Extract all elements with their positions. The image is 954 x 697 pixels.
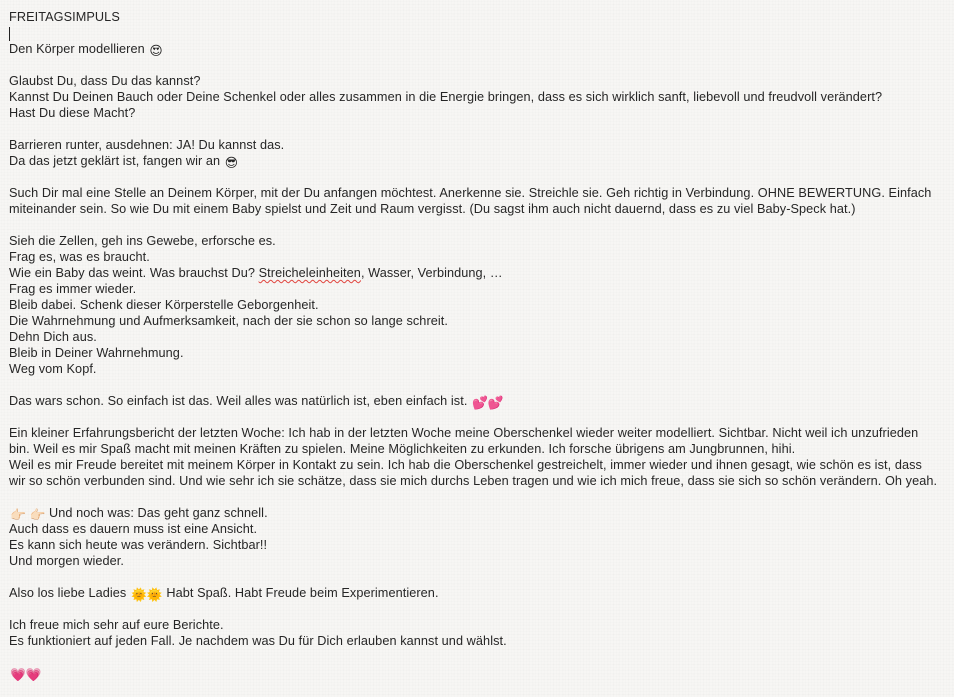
headline-text: Den Körper modellieren (9, 42, 145, 56)
paragraph-line (9, 665, 945, 681)
paragraph-line: Und morgen wieder. (9, 554, 124, 568)
misspelled-word[interactable]: Streicheleinheiten (258, 266, 361, 280)
paragraph-line: Sieh die Zellen, geh ins Gewebe, erforsche es. (9, 234, 276, 248)
paragraph-line: Frag es, was es braucht. (9, 250, 150, 264)
paragraph-line: Es kann sich heute was verändern. Sichtbar!! (9, 538, 268, 552)
paragraph-text: , Wasser, Verbindung, … (360, 266, 503, 280)
paragraph-line (9, 153, 945, 169)
pointing-finger-emoji-icon: 👉🏻 👉🏻 (10, 508, 46, 522)
paragraph-text: Und noch was: Das geht ganz schnell. (48, 506, 268, 520)
paragraph-line (9, 393, 945, 409)
paragraph-text: Also los liebe Ladies (9, 586, 127, 600)
paragraph-text: Das wars schon. So einfach ist das. Weil alles was natürlich ist, eben einfach ist. (9, 394, 468, 408)
paragraph-line: Es funktioniert auf jeden Fall. Je nachdem was Du für Dich erlauben kannst und wählst. (9, 634, 507, 648)
paragraph-text: Da das jetzt geklärt ist, fangen wir an (9, 154, 221, 168)
blank-line (9, 57, 945, 73)
sunglasses-emoji-icon: 😎 (224, 156, 239, 170)
text-editor[interactable] (9, 9, 945, 681)
blank-line (9, 569, 945, 585)
paragraph-line (9, 505, 945, 521)
paragraph-line: Bleib in Deiner Wahrnehmung. (9, 346, 184, 360)
blank-line (9, 169, 945, 185)
blank-line (9, 649, 945, 665)
paragraph-line: Frag es immer wieder. (9, 282, 137, 296)
paragraph-line (9, 265, 945, 281)
paragraph-line: Bleib dabei. Schenk dieser Körperstelle Geborgenheit. (9, 298, 319, 312)
sparkling-hearts-emoji-icon: 💕💕 (472, 396, 504, 410)
paragraph-text: Habt Spaß. Habt Freude beim Experimentieren. (166, 586, 439, 600)
paragraph-line: Dehn Dich aus. (9, 330, 97, 344)
paragraph-line: Glaubst Du, dass Du das kannst? (9, 74, 201, 88)
paragraph-text: Wie ein Baby das weint. Was brauchst Du? (9, 266, 259, 280)
blank-line (9, 601, 945, 617)
paragraph-line: Die Wahrnehmung und Aufmerksamkeit, nach der sie schon so lange schreit. (9, 314, 448, 328)
cursor-line[interactable] (9, 25, 945, 41)
paragraph-line: Hast Du diese Macht? (9, 106, 136, 120)
heart-eyes-emoji-icon: 😍 (149, 44, 163, 58)
paragraph-line: Ich freue mich sehr auf eure Berichte. (9, 618, 224, 632)
paragraph: Weil es mir Freude bereitet mit meinem Körper in Kontakt zu sein. Ich hab die Oberschenkel gestreichelt, immer wieder und ihnen gesagt, wie schön es ist, dass wir so schön verbunden sind. Und wie sehr ich sie schätze, dass sie mich durchs Leben tragen und wie ich mich freue, dass sie sich so schön verändern. Oh yeah. (9, 458, 938, 488)
paragraph-line: Barrieren runter, ausdehnen: JA! Du kannst das. (9, 138, 285, 152)
blank-line (9, 377, 945, 393)
sun-emoji-icon: 🌞🌞 (130, 588, 163, 602)
paragraph-line: Auch dass es dauern muss ist eine Ansicht. (9, 522, 258, 536)
blank-line (9, 409, 945, 425)
paragraph-line: Weg vom Kopf. (9, 362, 97, 376)
paragraph: Ein kleiner Erfahrungsbericht der letzten Woche: Ich hab in der letzten Woche meine Oberschenkel wieder weiter modelliert. Sichtbar. Nicht weil ich unzufrieden bin. Weil es mir Spaß macht mit meinen Kräften zu spielen. Meine Möglichkeiten zu erkunden. Ich forsche übrigens am Jungbrunnen, hihi. (9, 426, 919, 456)
blank-line (9, 489, 945, 505)
paragraph-line (9, 585, 945, 601)
blank-line (9, 121, 945, 137)
doc-title: FREITAGSIMPULS (9, 10, 120, 24)
text-caret (9, 27, 10, 41)
headline (9, 41, 945, 57)
paragraph-line: Kannst Du Deinen Bauch oder Deine Schenkel oder alles zusammen in die Energie bringen, dass es sich wirklich sanft, liebevoll und freudvoll verändert? (9, 90, 883, 104)
blank-line (9, 217, 945, 233)
paragraph: Such Dir mal eine Stelle an Deinem Körper, mit der Du anfangen möchtest. Anerkenne sie. Streichle sie. Geh richtig in Verbindung. OHNE BEWERTUNG. Einfach miteinander sein. So wie Du mit einem Baby spielst und Zeit und Raum vergisst. (Du sagst ihm auch nicht dauernd, dass es zu viel Baby-Speck hat.) (9, 186, 932, 216)
growing-hearts-emoji-icon: 💗💗 (10, 668, 42, 682)
